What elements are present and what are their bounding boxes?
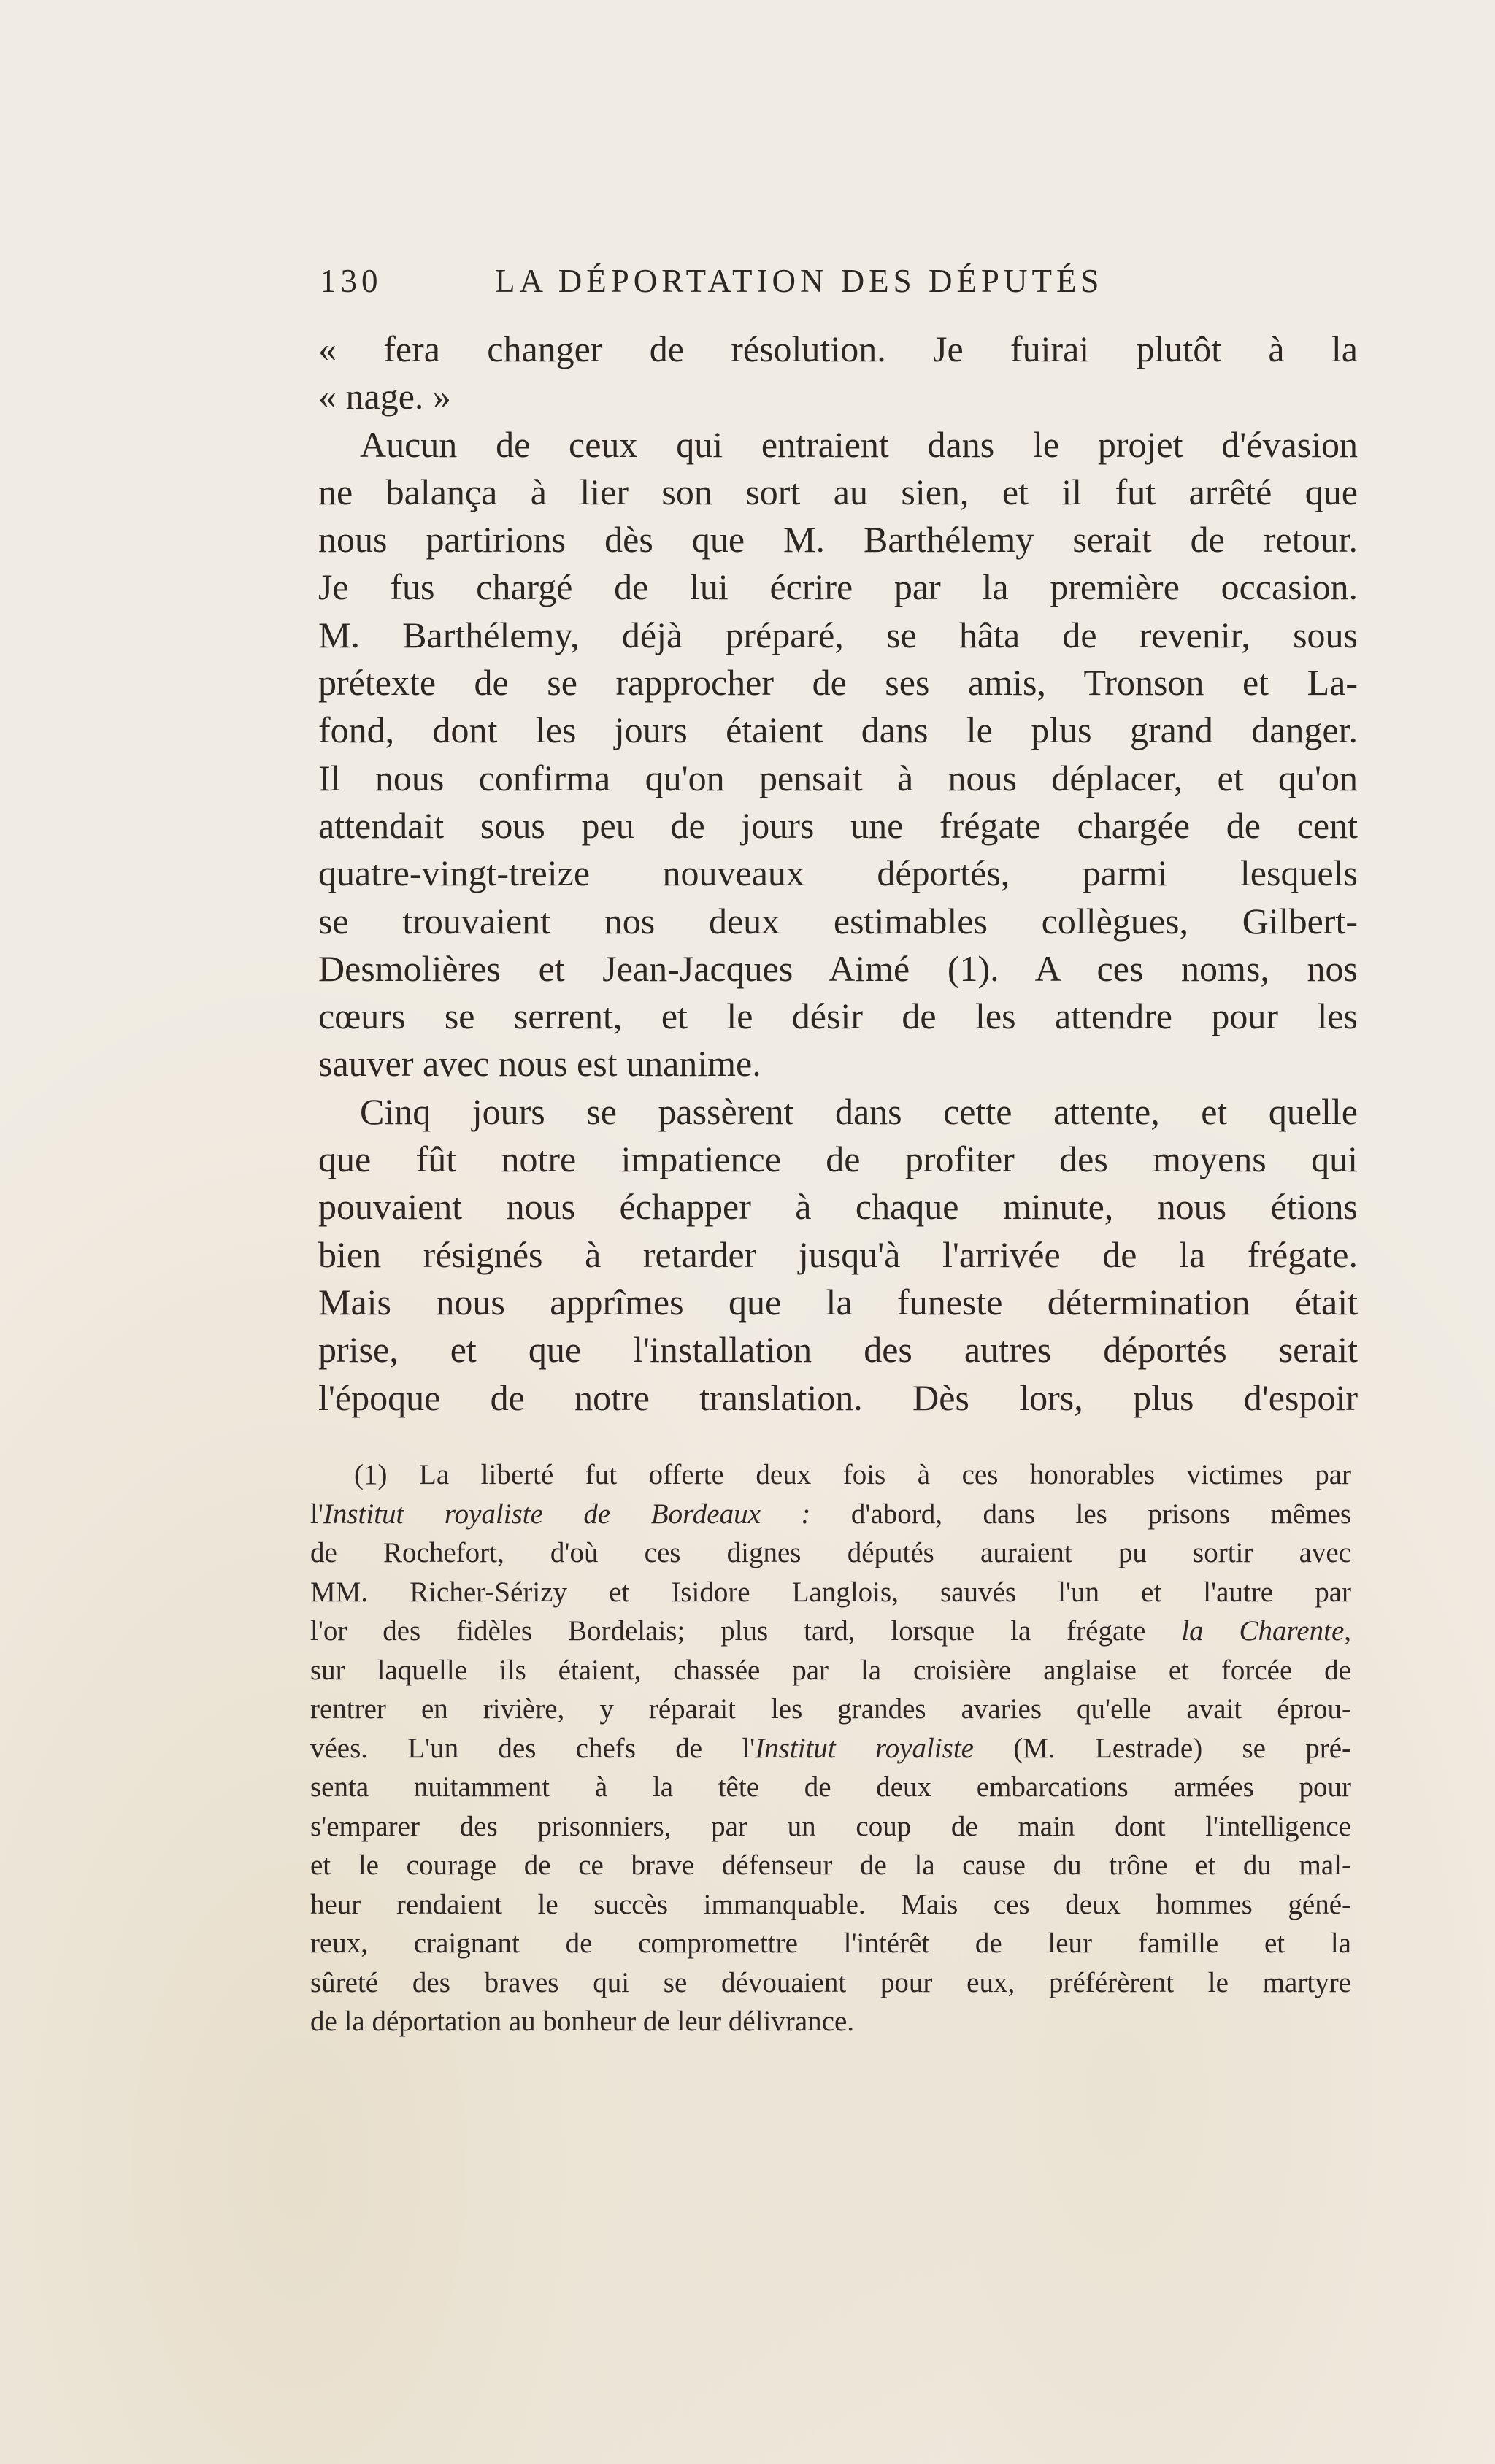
footnote-line: MM. Richer-Sérizy et Isidore Langlois, sauvés l'un et l'autre par: [310, 1576, 1351, 1608]
text-line: Desmolières et Jean-Jacques Aimé (1). A ces noms, nos: [318, 947, 1358, 989]
text-line: que fût notre impatience de profiter des moyens qui: [318, 1139, 1358, 1180]
text-line: sauver avec nous est unanime.: [318, 1043, 761, 1085]
text-line: bien résignés à retarder jusqu'à l'arrivée de la frégate.: [318, 1233, 1358, 1275]
footnote-text: ,: [1344, 1615, 1351, 1647]
text-line: « fera changer de résolution. Je fuirai plutôt à la: [318, 328, 1358, 369]
footnote-text: vées. L'un des chefs de l': [310, 1732, 756, 1764]
footnote-italic: Institut royaliste de Bordeaux :: [323, 1498, 811, 1530]
footnote-line: [310, 1495, 1351, 1534]
footnote-line: de la déportation au bonheur de leur délivrance.: [310, 2006, 855, 2037]
main-text: [318, 326, 1358, 1422]
text-line: Cinq jours se passèrent dans cette attente, et quelle: [360, 1090, 1358, 1132]
text-line: cœurs se serrent, et le désir de les attendre pour les: [318, 996, 1358, 1037]
text-line: Je fus chargé de lui écrire par la première occasion.: [318, 566, 1358, 608]
footnote-text: d'abord, dans les prisons mêmes: [810, 1498, 1351, 1530]
text-line: fond, dont les jours étaient dans le plus grand danger.: [318, 709, 1358, 751]
footnote-text: (M. Lestrade) se pré-: [974, 1732, 1351, 1764]
footnote-italic: la Charente: [1181, 1615, 1345, 1647]
running-title: LA DÉPORTATION DES DÉPUTÉS: [495, 263, 1104, 299]
page-header: [320, 259, 1196, 303]
footnote-line: s'emparer des prisonniers, par un coup de main dont l'intelligence: [310, 1810, 1351, 1842]
text-line: se trouvaient nos deux estimables collègues, Gilbert-: [318, 900, 1358, 942]
footnote-text: l'or des fidèles Bordelais; plus tard, lorsque la frégate: [310, 1615, 1182, 1647]
text-line: M. Barthélemy, déjà préparé, se hâta de revenir, sous: [318, 614, 1358, 655]
text-line: Il nous confirma qu'on pensait à nous déplacer, et qu'on: [318, 757, 1358, 798]
footnote-line: reux, craignant de compromettre l'intérêt de leur famille et la: [310, 1928, 1351, 1959]
footnote-line: heur rendaient le succès immanquable. Mais ces deux hommes géné-: [310, 1888, 1351, 1920]
footnote-text: l': [310, 1498, 323, 1530]
text-line: prise, et que l'installation des autres déportés serait: [318, 1329, 1358, 1371]
text-line: quatre-vingt-treize nouveaux déportés, parmi lesquels: [318, 852, 1358, 894]
footnote-line: [310, 1612, 1351, 1651]
text-line: « nage. »: [318, 376, 451, 417]
page-number: 130: [320, 263, 383, 299]
footnote-line: de Rochefort, d'où ces dignes députés auraient pu sortir avec: [310, 1537, 1351, 1568]
footnote-italic: Institut royaliste: [755, 1732, 974, 1764]
footnote-line: (1) La liberté fut offerte deux fois à ces honorables victimes par: [354, 1459, 1351, 1490]
footnote-line: sur laquelle ils étaient, chassée par la croisière anglaise et forcée de: [310, 1654, 1351, 1686]
text-line: Aucun de ceux qui entraient dans le projet d'évasion: [360, 423, 1358, 465]
footnote-line: rentrer en rivière, y réparait les grandes avaries qu'elle avait éprou-: [310, 1693, 1351, 1725]
footnote: [310, 1455, 1351, 2041]
text-line: ne balança à lier son sort au sien, et il fut arrêté que: [318, 471, 1358, 512]
text-line: prétexte de se rapprocher de ses amis, Tronson et La-: [318, 662, 1358, 704]
footnote-line: [310, 1729, 1351, 1768]
text-line: nous partirions dès que M. Barthélemy serait de retour.: [318, 519, 1358, 561]
footnote-line: senta nuitamment à la tête de deux embarcations armées pour: [310, 1771, 1351, 1803]
text-line: pouvaient nous échapper à chaque minute, nous étions: [318, 1186, 1358, 1228]
footnote-line: et le courage de ce brave défenseur de la cause du trône et du mal-: [310, 1849, 1351, 1881]
text-line: Mais nous apprîmes que la funeste détermination était: [318, 1281, 1358, 1323]
text-line: l'époque de notre translation. Dès lors, plus d'espoir: [318, 1377, 1358, 1418]
footnote-line: sûreté des braves qui se dévouaient pour eux, préférèrent le martyre: [310, 1966, 1351, 1998]
text-line: attendait sous peu de jours une frégate chargée de cent: [318, 804, 1358, 846]
